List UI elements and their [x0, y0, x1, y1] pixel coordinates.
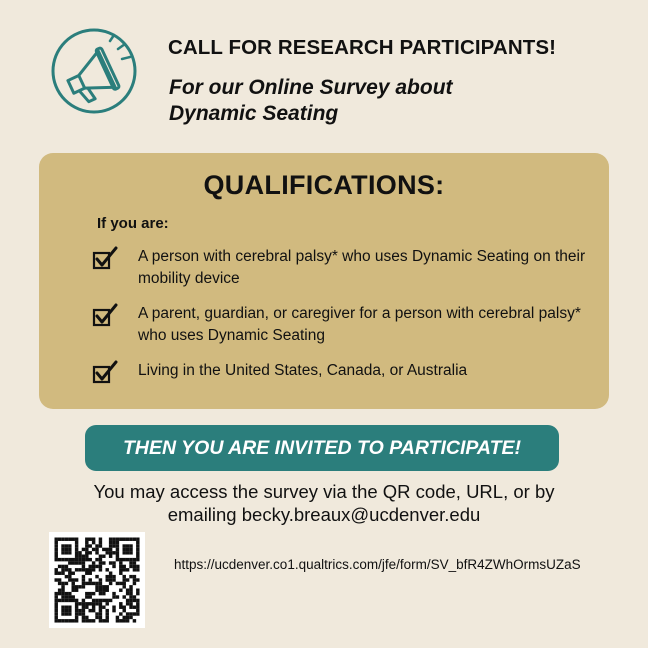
qualification-text: A person with cerebral palsy* who uses Dynamic Seating on their mobility device [138, 248, 586, 287]
subtitle-line-2: Dynamic Seating [169, 102, 339, 125]
qualifications-panel [39, 153, 609, 409]
checkbox-checked-icon [92, 303, 118, 327]
checkbox-checked-icon [92, 246, 118, 270]
page-subtitle [169, 75, 549, 127]
invite-banner: THEN YOU ARE INVITED TO PARTICIPATE! [85, 425, 559, 471]
qr-code-icon[interactable] [49, 532, 145, 628]
subtitle-line-1: For our Online Survey about [169, 76, 453, 99]
qualification-text: Living in the United States, Canada, or Australia [138, 362, 468, 379]
survey-url-link[interactable]: https://ucdenver.co1.qualtrics.com/jfe/form/SV_bfR4ZWhOrmsUZaS [174, 557, 581, 572]
access-line-2[interactable]: emailing becky.breaux@ucdenver.edu [167, 504, 481, 525]
qualification-text: A parent, guardian, or caregiver for a person with cerebral palsy* who uses Dynamic Seating [138, 305, 581, 344]
access-line-1: You may access the survey via the QR code, URL, or by [93, 481, 555, 502]
checkbox-checked-icon [92, 360, 118, 384]
access-instructions [60, 480, 588, 526]
qualifications-intro: If you are: [97, 215, 169, 232]
page-title: CALL FOR RESEARCH PARTICIPANTS! [168, 36, 557, 59]
qualifications-heading: QUALIFICATIONS: [203, 170, 445, 200]
qr-code-graphic [49, 532, 145, 628]
megaphone-icon [50, 27, 138, 115]
